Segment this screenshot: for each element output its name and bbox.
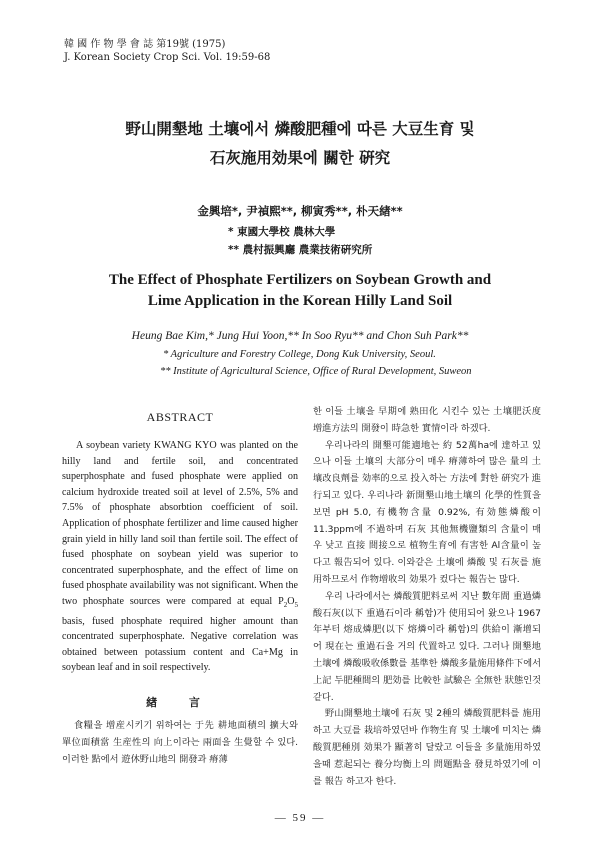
english-affiliation-2: ** Institute of Agricultural Science, Office of Rural Development, Suweon [160,366,472,377]
journal-line-korean: 韓 國 作 物 學 會 誌 第19號 (1975) [64,39,226,50]
korean-authors: 金興培*, 尹禎熙**, 柳寅秀**, 朴天緖** [197,204,403,218]
abstract-subscript-5: 5 [294,600,298,609]
journal-header [64,38,270,64]
abstract-text-part-2: basis, fused phosphate required higher amount than concentrated superphosphate. Negative correlation was obtained between potassium content and Ca+Mg in soybean leaf and in soil respectively. [62,615,298,674]
journal-line-english: J. Korean Society Crop Sci. Vol. 19:59-68 [64,52,271,63]
korean-affiliation-2: ** 農村振興廳 農業技術硏究所 [228,244,373,256]
left-column [62,410,298,768]
introduction-paragraph-1: 食糧을 增産시키기 위하여는 于先 耕地面積의 擴大와 單位面積當 生産性의 向上이라는 兩面을 生覺할 수 있다. 이러한 點에서 遊休野山地의 開發과 瘠薄 [62,719,298,765]
korean-affiliation-1: * 東國大學校 農林大學 [228,226,336,238]
korean-title-line-2: 石灰施用効果에 關한 硏究 [209,149,391,167]
abstract-subscript-2: 2 [283,600,288,609]
korean-title-line-1: 野山開墾地 土壤에서 燐酸肥種에 따른 大豆生育 및 [125,120,475,138]
introduction-paragraph-3: 우리 나라에서는 燐酸質肥料로써 지난 數年間 重過燐酸石灰(以下 重過石이라 稱함)가 使用되어 왔으나 1967年부터 熔成燐肥(以下 熔燐이라 稱함)의 供給이 漸增되어 現在는 重過石을 거의 代置하고 있다. 그러나 開墾地土壤에 燐酸吸收係數를 基準한 燐酸多量施用條件下에서 上記 두肥種間의 肥効를 比較한 試驗은 全無한 狀態인것 같다. [313,590,541,703]
introduction-heading: 緖 言 [146,695,214,709]
english-title-line-1: The Effect of Phosphate Fertilizers on Soybean Growth and [108,272,492,288]
abstract-text-o: O [287,595,295,607]
introduction-paragraph-4: 野山開墾地土壤에 石灰 및 2種의 燐酸質肥料를 施用하고 大豆를 栽培하였던바 作物生育 및 土壤에 미치는 燐酸質肥種別 効果가 顯著히 달랐고 이들을 多量施用하였을때 惹起되는 養分均衡上의 問題點을 發見하였기에 이를 報告 하고자 한다. [313,708,542,787]
abstract-text-part-1: A soybean variety KWANG KYO was planted on the hilly land and fertile soil, and concentrated superphosphate and fused phosphate were applied on calcium hydroxide treated soil at level of 2.5%, 5% and 7.5% of phosphate absorbtion coefficient of soil. Application of phosphate fertilizer and lime caused higher grain yield in hilly land soil than fertile soil. The effect of fused phosphate on soybean yield was superior to concentrated superphosphate, and the effect of lime on fused phosphate availability was not significant. When the two phosphate sources were compared at equal P [62,440,298,607]
abstract-text [62,438,298,676]
page-number: — 59 — [274,812,326,824]
abstract-heading: ABSTRACT [146,410,214,424]
english-affiliation-1: * Agriculture and Forestry College, Dong Kuk University, Seoul. [163,349,436,360]
english-authors: Heung Bae Kim,* Jung Hui Yoon,** In Soo Ryu** and Chon Suh Park** [131,330,469,342]
introduction-continuation: 한 이들 土壤을 早期에 熟田化 시킨수 있는 土壤肥沃度 增進方法의 開發이 時急한 實情이라 하겠다. [313,406,541,434]
english-title-line-2: Lime Application in the Korean Hilly Land Soil [147,293,453,309]
introduction-paragraph-2: 우리나라의 開墾可能適地는 約 52萬ha에 達하고 있으나 이들 土壤의 大部分이 매우 瘠薄하여 많은 量의 土壤改良劑를 効率的으로 投入하는 方法에 對한 硏究가 進行되고 있다. 우리나라 新開墾山地土壤의 化學的性質을 보면 pH 5.0, 有機物含量 0.92%, 有効態燐酸이 11.3ppm에 不過하며 石灰 其他無機鹽類의 含量이 매우 낮고 直接 間接으로 植物生育에 有害한 Al含量이 높다고 報告되어 있다. 이와같은 土壤에 燐酸 및 石灰를 施用하므로서 作物增收의 効果가 컸다는 報告는 많다. [313,439,541,585]
right-column [313,404,541,790]
